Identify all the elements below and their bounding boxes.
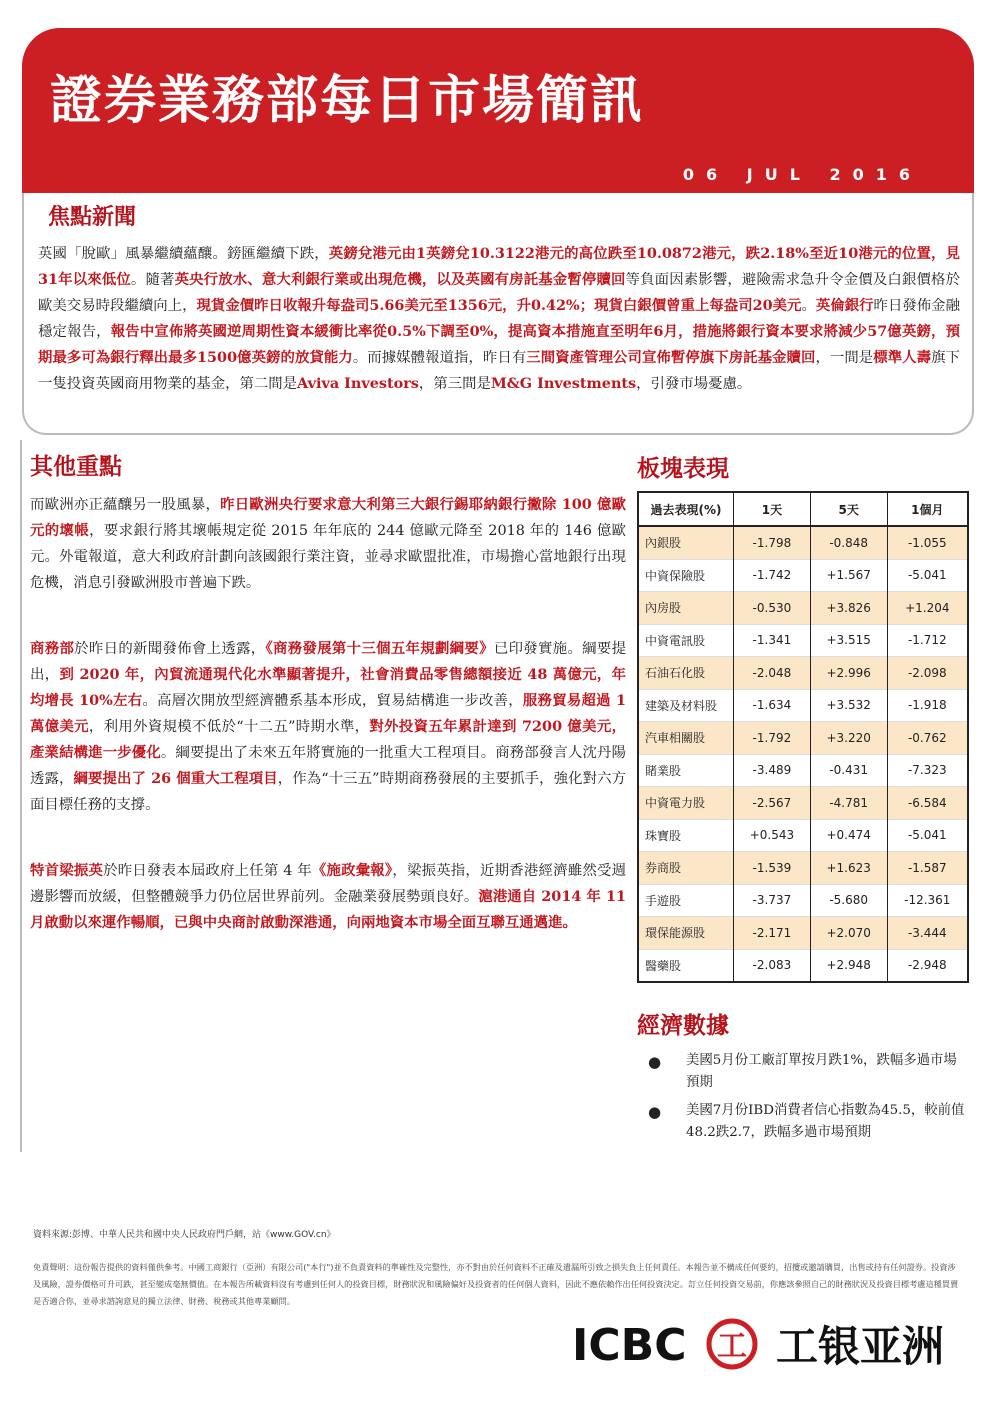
body-text: ，梁振英指，近期香港經濟雖然受週邊影響而放緩，但整體競爭力仍位居世界前列。金融業發展勢頭良好。 <box>30 863 626 905</box>
body-text: 。隨著 <box>130 272 175 288</box>
body-text: ，引發市場憂慮。 <box>636 376 752 392</box>
value-cell: -2.048 <box>734 657 811 690</box>
column-header: 1天 <box>734 492 811 526</box>
value-cell: +2.996 <box>810 657 887 690</box>
body-text: 已印發實施。綱要提出， <box>30 641 626 683</box>
paragraph <box>30 858 626 936</box>
table-row <box>638 852 968 885</box>
value-cell: -0.530 <box>734 592 811 625</box>
logo-en: ICBC <box>572 1320 687 1371</box>
body-text: ，第三間是 <box>418 376 491 392</box>
table-row <box>638 819 968 852</box>
table-row <box>638 559 968 592</box>
table-row <box>638 689 968 722</box>
table-row <box>638 917 968 950</box>
body-text: ，要求銀行將其壞帳規定從 2015 年年底的 244 億歐元降至 2018 年的 146 億歐元。外電報道，意大利政府計劃向該國銀行業注資，並尋求歐盟批准，市場擔心當地銀行出現危機，消息引發歐洲股市普遍下跌。 <box>30 523 626 591</box>
sector-performance-heading: 板塊表現 <box>637 456 729 482</box>
sector-name-cell: 石油石化股 <box>638 657 734 690</box>
highlight-text: 英倫銀行 <box>815 297 874 314</box>
table-row <box>638 526 968 559</box>
value-cell: +0.543 <box>734 819 811 852</box>
body-text: ，利用外資規模不低於“十二五”時期水準， <box>88 719 370 735</box>
bullet-icon: ● <box>648 1103 662 1121</box>
body-text: ，一間是 <box>815 350 874 366</box>
value-cell: -12.361 <box>887 884 968 917</box>
sector-name-cell: 中資電力股 <box>638 787 734 820</box>
value-cell: +2.070 <box>810 917 887 950</box>
highlight-text: 到 2020 年，內貿流通現代化水準顯著提升，社會消費品零售總額接近 48 萬億元，年均增長 10%左右 <box>30 666 626 709</box>
value-cell: -6.584 <box>887 787 968 820</box>
focus-news-text <box>38 241 960 397</box>
highlight-text: 《施政彙報》 <box>311 862 393 879</box>
value-cell: -3.737 <box>734 884 811 917</box>
value-cell: +3.515 <box>810 624 887 657</box>
table-row <box>638 657 968 690</box>
logo-cn: 工银亚洲 <box>776 1322 945 1371</box>
report-date: 06 JUL 2016 <box>682 165 922 184</box>
value-cell: -1.798 <box>734 526 811 559</box>
sector-name-cell: 中資保險股 <box>638 559 734 592</box>
highlight-text: 昨日歐洲央行要求意大利第三大銀行錫耶納銀行撇除 100 億歐元的壞帳 <box>30 496 626 539</box>
value-cell: -1.918 <box>887 689 968 722</box>
sector-name-cell: 券商股 <box>638 852 734 885</box>
value-cell: +3.220 <box>810 722 887 755</box>
highlight-text: 英央行放水、意大利銀行業或出現危機，以及英國有房託基金暫停贖回 <box>174 271 626 288</box>
data-source: 資料來源:彭博、中華人民共和國中央人民政府門戶網，站《www.GOV.cn》 <box>33 1230 336 1240</box>
value-cell: -1.742 <box>734 559 811 592</box>
table-row <box>638 949 968 982</box>
value-cell: -0.431 <box>810 754 887 787</box>
value-cell: +1.623 <box>810 852 887 885</box>
table-row <box>638 884 968 917</box>
value-cell: -1.539 <box>734 852 811 885</box>
logo-mark: 工 <box>717 1329 747 1364</box>
highlight-text: 現貨金價昨日收報升每盎司5.66美元至1356元，升0.42%；現貨白銀價曾重上每盎司20美元 <box>196 297 802 314</box>
table-row <box>638 624 968 657</box>
value-cell: +2.948 <box>810 949 887 982</box>
sector-name-cell: 建築及材料股 <box>638 689 734 722</box>
table-row <box>638 592 968 625</box>
body-text: 而歐洲亦正蘊釀另一股風暴， <box>30 497 221 513</box>
value-cell: -0.848 <box>810 526 887 559</box>
icbc-logo <box>572 1316 962 1372</box>
other-highlights-heading: 其他重點 <box>30 454 122 480</box>
column-header: 1個月 <box>887 492 968 526</box>
value-cell: +1.204 <box>887 592 968 625</box>
list-item: ● 美國7月份IBD消費者信心指數為45.5，較前值48.2跌2.7，跌幅多過市場預期 <box>648 1103 965 1140</box>
other-highlights-text <box>30 492 626 976</box>
body-text: 昨日發佈金融穩定報告， <box>38 298 960 340</box>
value-cell: -3.489 <box>734 754 811 787</box>
value-cell: -4.781 <box>810 787 887 820</box>
paragraph <box>30 492 626 596</box>
highlight-text: 報告中宣佈將英國逆周期性資本緩衝比率從0.5%下調至0%，提高資本措施直至明年6月，措施將銀行資本要求將減少57億英鎊，預期最多可為銀行釋出最多1500億英鎊的放貸能力 <box>38 323 960 366</box>
disclaimer: 免責聲明：這份報告提供的資料僅供參考。中國工商銀行（亞洲）有限公司("本行")並不負責資料的準確性及完整性，亦不對由於任何資料不正確及遺漏所引致之損失負上任何責任。本報告並不構成任何要約，招攬或邀請購買，出售或持有任何證券。投資涉及風險，證券價格可升可跌，甚至變成毫無價值。在本報告所載資料沒有考慮到任何人的投資目標，財務狀況和風險偏好及投資者的任何個人資料，因此不應依賴作出任何投資決定。訂立任何投資交易前，你應該參照自己的財務狀況及投資目標考慮這種買賣是否適合你，並尋求諮詢意見的獨立法律、財務、稅務或其他專業顧問。 <box>33 1262 959 1306</box>
highlight-text: Aviva Investors <box>297 375 419 392</box>
body-text: 英國「脫歐」風暴繼續蘊釀。鎊匯繼續下跌， <box>38 246 329 262</box>
table-row <box>638 787 968 820</box>
value-cell: -2.098 <box>887 657 968 690</box>
column-header: 過去表現(%) <box>638 492 734 526</box>
value-cell: -5.041 <box>887 559 968 592</box>
highlight-text: 服務貿易超過 1 萬億美元 <box>30 692 627 735</box>
table-header-row <box>638 492 968 526</box>
sector-name-cell: 內銀股 <box>638 526 734 559</box>
value-cell: -1.634 <box>734 689 811 722</box>
page-title: 證券業務部每日市場簡訊 <box>50 71 645 131</box>
economic-data-list <box>648 1050 968 1150</box>
body-text: 。而據媒體報道指，昨日有 <box>352 350 527 366</box>
value-cell: -2.171 <box>734 917 811 950</box>
sector-performance-table <box>637 491 969 983</box>
body-text: 等負面因素影響，避險需求急升令金價及白銀價格於歐美交易時段繼續向上， <box>38 272 960 314</box>
value-cell: +1.567 <box>810 559 887 592</box>
body-text: 。 <box>801 298 816 314</box>
highlight-text: 商務部 <box>30 640 75 657</box>
value-cell: -1.341 <box>734 624 811 657</box>
value-cell: -1.712 <box>887 624 968 657</box>
value-cell: -2.083 <box>734 949 811 982</box>
sector-name-cell: 珠寶股 <box>638 819 734 852</box>
body-text: 於昨日的新聞發佈會上透露， <box>74 641 266 657</box>
value-cell: -2.567 <box>734 787 811 820</box>
sector-name-cell: 醫藥股 <box>638 949 734 982</box>
value-cell: +3.532 <box>810 689 887 722</box>
highlight-text: 滬港通自 2014 年 11 月啟動以來運作暢順，已與中央商討啟動深港通，向兩地資本市場全面互聯互通邁進。 <box>30 888 626 931</box>
value-cell: +0.474 <box>810 819 887 852</box>
value-cell: -1.792 <box>734 722 811 755</box>
sector-name-cell: 內房股 <box>638 592 734 625</box>
highlight-text: 特首梁振英 <box>30 862 104 879</box>
body-text: 。綱要提出了未來五年將實施的一批重大工程項目。商務部發言人沈丹陽透露， <box>30 745 626 787</box>
paragraph <box>30 636 626 818</box>
body-text: 。高層次開放型經濟體系基本形成，貿易結構進一步改善， <box>142 693 523 709</box>
table-row <box>638 754 968 787</box>
body-text: 旗下一隻投資英國商用物業的基金，第二間是 <box>38 350 960 392</box>
body-text: 於昨日發表本屆政府上任第 4 年 <box>103 863 312 879</box>
value-cell: -1.055 <box>887 526 968 559</box>
body-text: ，作為“十三五”時期商務發展的主要抓手，強化對六方面目標任務的支撐。 <box>30 771 626 813</box>
focus-news-heading: 焦點新聞 <box>48 205 137 230</box>
sector-name-cell: 手遊股 <box>638 884 734 917</box>
sector-name-cell: 中資電訊股 <box>638 624 734 657</box>
value-cell: -7.323 <box>887 754 968 787</box>
left-border-line <box>20 440 22 1152</box>
highlight-text: 對外投資五年累計達到 7200 億美元，產業結構進一步優化 <box>30 718 626 761</box>
value-cell: -5.680 <box>810 884 887 917</box>
highlight-text: 三間資產管理公司宣佈暫停旗下房託基金贖回 <box>526 349 816 366</box>
highlight-text: 英鎊兌港元由1英鎊兌10.3122港元的高位跌至10.0872港元，跌2.18%至近10港元的位置，見31年以來低位 <box>38 245 960 288</box>
value-cell: +3.826 <box>810 592 887 625</box>
table-row <box>638 722 968 755</box>
sector-name-cell: 環保能源股 <box>638 917 734 950</box>
sector-name-cell: 汽車相關股 <box>638 722 734 755</box>
highlight-text: 綱要提出了 26 個重大工程項目 <box>73 770 278 787</box>
value-cell: -1.587 <box>887 852 968 885</box>
bullet-icon: ● <box>648 1053 662 1071</box>
highlight-text: M&G Investments <box>490 375 637 392</box>
list-item: ● 美國5月份工廠訂單按月跌1%，跌幅多過市場預期 <box>648 1053 957 1090</box>
value-cell: -5.041 <box>887 819 968 852</box>
value-cell: -2.948 <box>887 949 968 982</box>
sector-name-cell: 賭業股 <box>638 754 734 787</box>
column-header: 5天 <box>810 492 887 526</box>
highlight-text: 《商務發展第十三個五年規劃綱要》 <box>265 640 494 657</box>
economic-data-heading: 經濟數據 <box>637 1013 729 1039</box>
value-cell: -0.762 <box>887 722 968 755</box>
value-cell: -3.444 <box>887 917 968 950</box>
highlight-text: 標準人壽 <box>873 349 932 366</box>
